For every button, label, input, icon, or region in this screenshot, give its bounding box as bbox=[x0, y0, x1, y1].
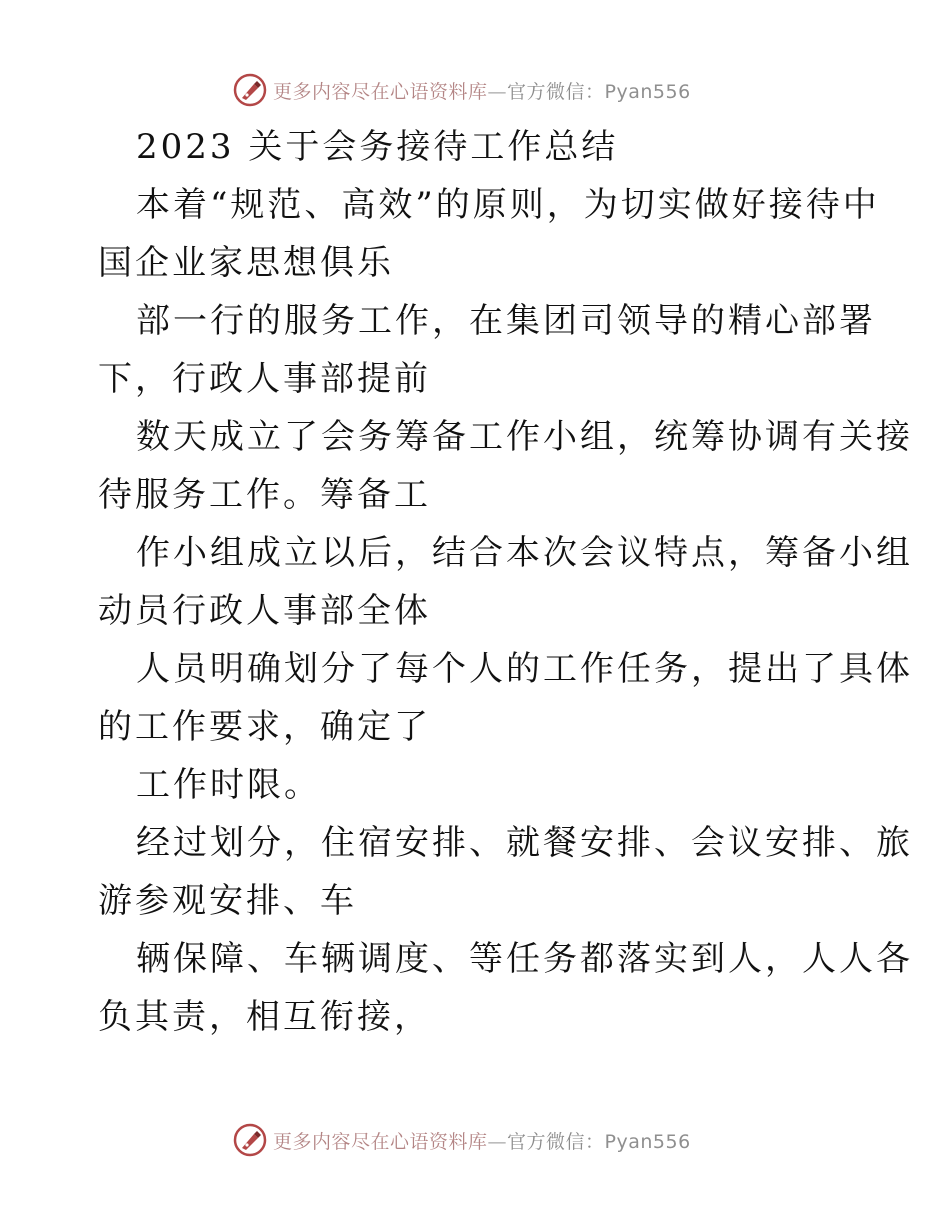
pen-nib-logo-icon bbox=[233, 73, 267, 107]
paragraph-line: 的工作要求，确定了 bbox=[98, 707, 431, 747]
watermark-wechat-id: Pyan556 bbox=[604, 80, 691, 103]
watermark-text bbox=[273, 1127, 691, 1154]
watermark-text bbox=[273, 77, 691, 104]
paragraph-line: 部一行的服务工作，在集团司领导的精心部署 bbox=[136, 301, 876, 341]
document-title: 2023 关于会务接待工作总结 bbox=[136, 127, 619, 167]
watermark-wechat-label: 官方微信： bbox=[507, 1130, 605, 1153]
watermark-separator: — bbox=[487, 1130, 508, 1153]
paragraph-line: 游参观安排、车 bbox=[98, 881, 357, 921]
paragraph-line: 数天成立了会务筹备工作小组，统筹协调有关接 bbox=[136, 417, 913, 457]
paragraph-line: 负其责，相互衔接， bbox=[98, 997, 431, 1037]
paragraph-line: 本着“规范、高效”的原则，为切实做好接待中 bbox=[136, 185, 880, 225]
watermark-separator: — bbox=[487, 80, 508, 103]
watermark-link[interactable]: 更多内容尽在心语资料库 bbox=[273, 1130, 488, 1153]
footer-watermark bbox=[233, 1121, 691, 1159]
paragraph-line: 工作时限。 bbox=[136, 765, 321, 805]
paragraph-line: 人员明确划分了每个人的工作任务，提出了具体 bbox=[136, 649, 913, 689]
document-body bbox=[98, 118, 913, 1046]
watermark-wechat-id: Pyan556 bbox=[604, 1130, 691, 1153]
pen-nib-logo-icon bbox=[233, 1123, 267, 1157]
watermark-link[interactable]: 更多内容尽在心语资料库 bbox=[273, 80, 488, 103]
paragraph-line: 待服务工作。筹备工 bbox=[98, 475, 431, 515]
paragraph-line: 国企业家思想俱乐 bbox=[98, 243, 394, 283]
paragraph-line: 经过划分，住宿安排、就餐安排、会议安排、旅 bbox=[136, 823, 913, 863]
paragraph-line: 作小组成立以后，结合本次会议特点，筹备小组 bbox=[136, 533, 913, 573]
paragraph-line: 辆保障、车辆调度、等任务都落实到人，人人各 bbox=[136, 939, 913, 979]
header-watermark bbox=[233, 71, 691, 109]
paragraph-line: 下，行政人事部提前 bbox=[98, 359, 431, 399]
paragraph-line: 动员行政人事部全体 bbox=[98, 591, 431, 631]
watermark-wechat-label: 官方微信： bbox=[507, 80, 605, 103]
